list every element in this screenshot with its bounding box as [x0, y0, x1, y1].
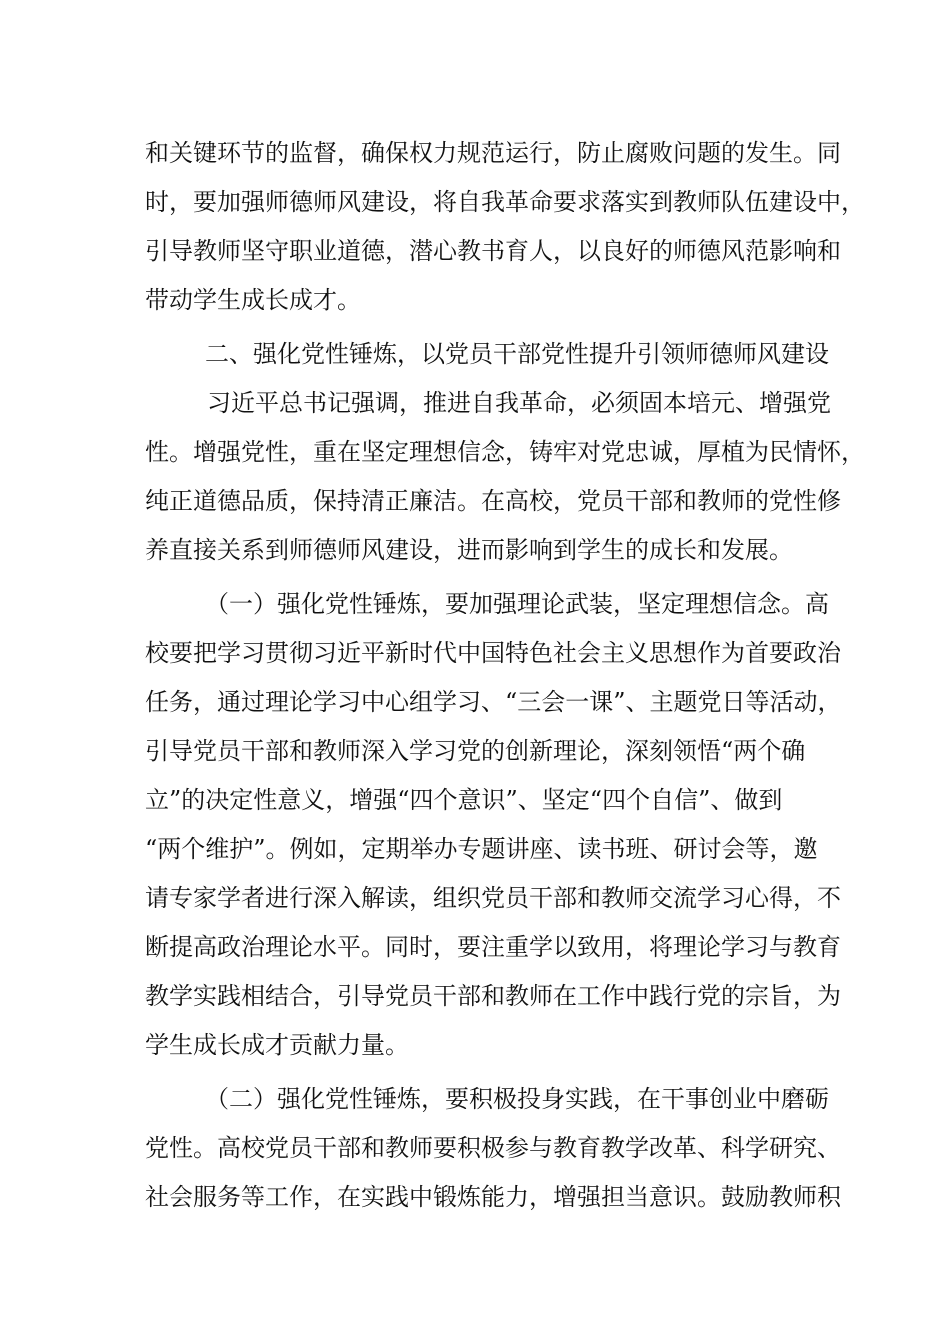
text-line: 养直接关系到师德师风建设，进而影响到学生的成长和发展。 — [145, 536, 793, 564]
text-line: 立”的决定性意义，增强“四个意识”、坚定“四个自信”、做到 — [145, 786, 783, 814]
section-heading: 二、强化党性锤炼，以党员干部党性提升引领师德师风建设 — [205, 340, 829, 368]
subsection-paragraph: （一）强化党性锤炼，要加强理论武装，坚定理想信念。高 — [205, 590, 829, 618]
text-line: 断提高政治理论水平。同时，要注重学以致用，将理论学习与教育 — [145, 933, 841, 961]
text-line: 请专家学者进行深入解读，组织党员干部和教师交流学习心得，不 — [145, 884, 841, 912]
text-line: 任务，通过理论学习中心组学习、“三会一课”、主题党日等活动， — [145, 688, 842, 716]
subsection-paragraph: （二）强化党性锤炼，要积极投身实践，在干事创业中磨砺 — [205, 1085, 829, 1113]
text-line: 学生成长成才贡献力量。 — [145, 1031, 409, 1059]
text-line: 纯正道德品质，保持清正廉洁。在高校，党员干部和教师的党性修 — [145, 487, 841, 515]
text-line: 社会服务等工作，在实践中锻炼能力，增强担当意识。鼓励教师积 — [145, 1183, 841, 1211]
text-line: 性。增强党性，重在坚定理想信念，铸牢对党忠诚，厚植为民情怀， — [145, 438, 865, 466]
text-line: 教学实践相结合，引导党员干部和教师在工作中践行党的宗旨，为 — [145, 982, 841, 1010]
text-line: 时，要加强师德师风建设，将自我革命要求落实到教师队伍建设中， — [145, 188, 865, 216]
text-line: 党性。高校党员干部和教师要积极参与教育教学改革、科学研究、 — [145, 1134, 841, 1162]
text-line: 和关键环节的监督，确保权力规范运行，防止腐败问题的发生。同 — [145, 139, 841, 167]
text-line: 带动学生成长成才。 — [145, 286, 361, 314]
text-line: 引导教师坚守职业道德，潜心教书育人，以良好的师德风范影响和 — [145, 237, 841, 265]
text-line: “两个维护”。例如，定期举办专题讲座、读书班、研讨会等，邀 — [145, 835, 818, 863]
text-line: 校要把学习贯彻习近平新时代中国特色社会主义思想作为首要政治 — [145, 639, 841, 667]
text-line: 习近平总书记强调，推进自我革命，必须固本培元、增强党 — [207, 389, 831, 417]
text-line: 引导党员干部和教师深入学习党的创新理论，深刻领悟“两个确 — [145, 737, 806, 765]
